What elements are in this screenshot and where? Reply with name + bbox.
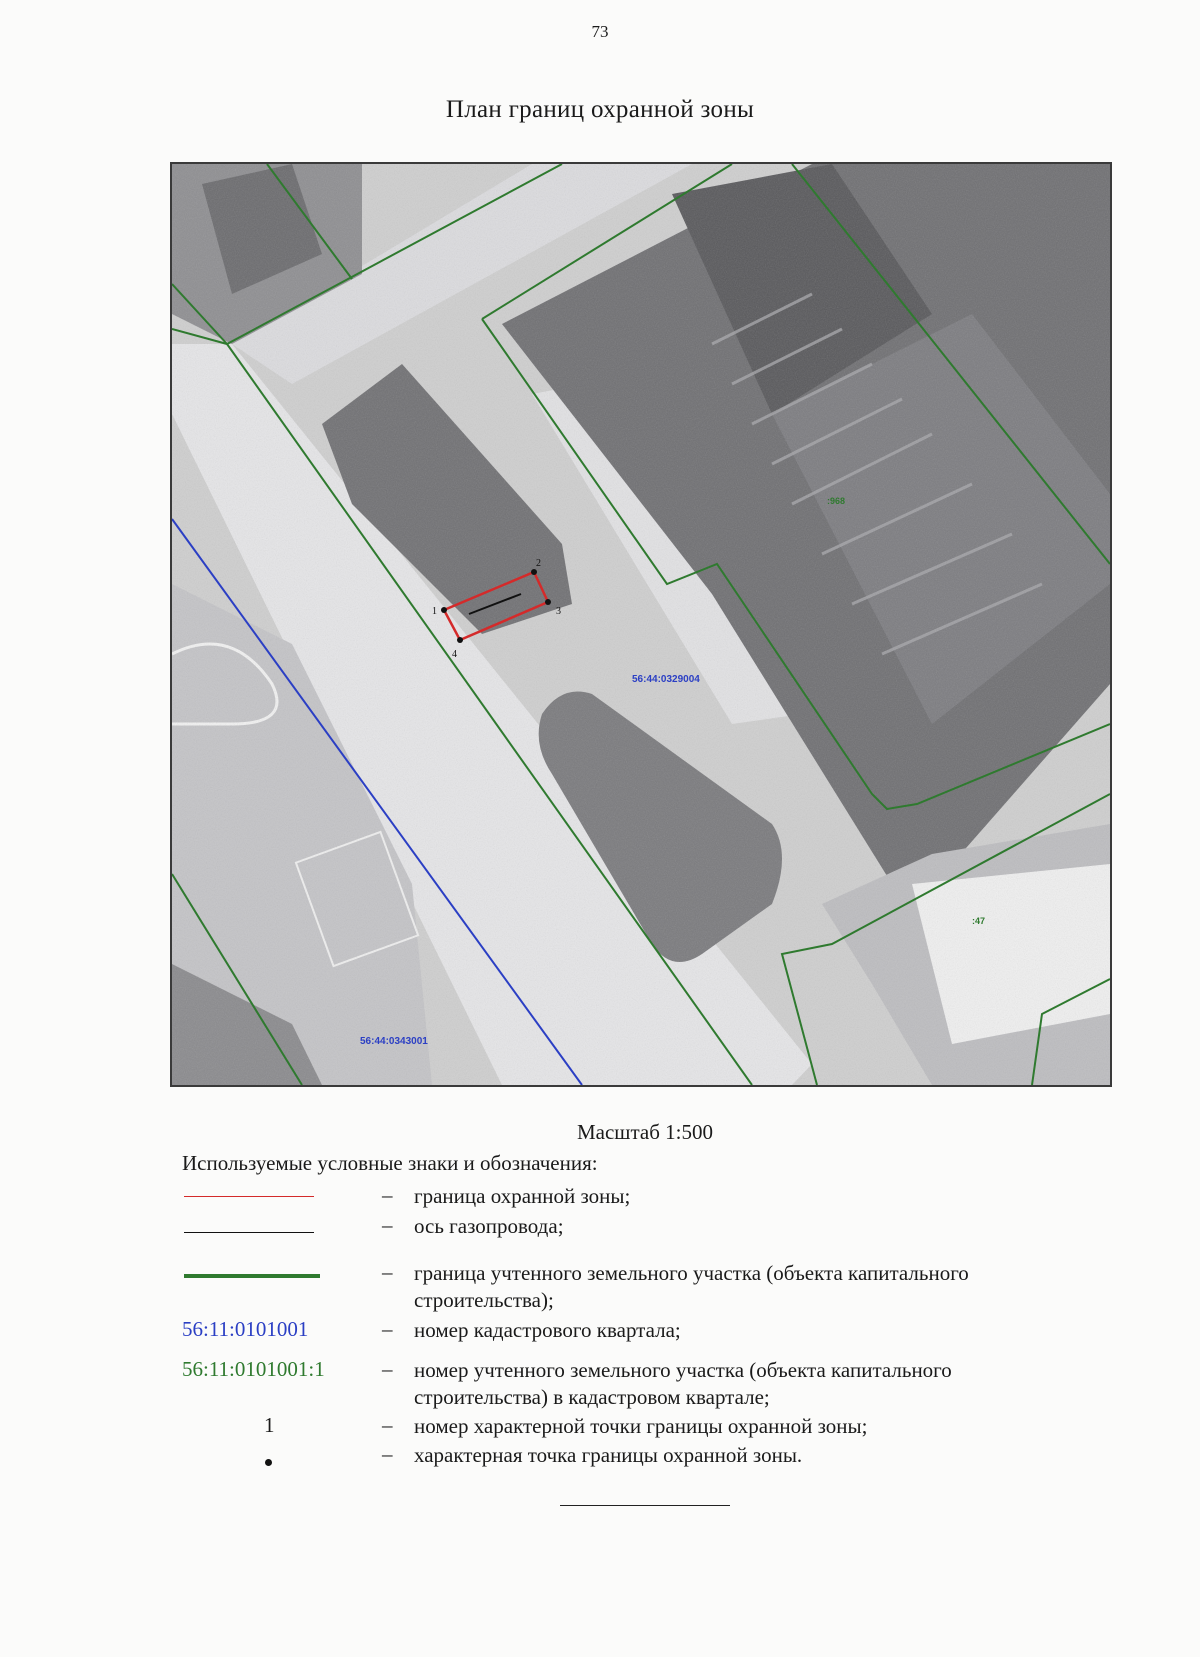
legend-desc: ось газопровода; xyxy=(414,1214,564,1238)
legend-item-point xyxy=(182,1442,1082,1472)
parcel-label-968: :968 xyxy=(827,496,846,506)
zone-point-4 xyxy=(457,637,463,643)
page-title: План границ охранной зоны xyxy=(445,96,755,123)
legend-dash: – xyxy=(382,1413,393,1437)
legend-item-point-number xyxy=(182,1413,1082,1443)
legend-dash: – xyxy=(382,1317,393,1341)
parcel-code-sample: 56:11:0101001:1 xyxy=(182,1357,325,1381)
point-number-sample: 1 xyxy=(264,1413,275,1437)
legend-dash: – xyxy=(382,1183,393,1207)
dot-symbol xyxy=(265,1459,272,1466)
legend-title: Используемые условные знаки и обозначения: xyxy=(182,1151,598,1175)
legend-dash: – xyxy=(382,1442,393,1466)
point-label-1: 1 xyxy=(432,606,437,617)
red-line-symbol xyxy=(184,1196,314,1197)
green-line-symbol xyxy=(184,1274,320,1278)
legend-item-zone-boundary xyxy=(182,1183,1082,1213)
legend-desc: граница учтенного земельного участка (объекта капитального строительства); xyxy=(414,1261,969,1312)
legend-desc: номер учтенного земельного участка (объекта капитального строительства) в кадастровом квартале; xyxy=(414,1358,952,1409)
point-label-3: 3 xyxy=(556,606,561,617)
legend-item-quarter-number xyxy=(182,1317,1082,1347)
legend-dash: – xyxy=(382,1357,393,1381)
page-number: 73 xyxy=(591,22,609,41)
photo-grain xyxy=(172,164,1110,1085)
zone-point-3 xyxy=(545,599,551,605)
point-label-2: 2 xyxy=(536,558,541,569)
legend-symbol xyxy=(182,1213,352,1243)
legend-desc: номер характерной точки границы охранной зоны; xyxy=(414,1414,868,1438)
legend-dash: – xyxy=(382,1213,393,1237)
point-label-4: 4 xyxy=(452,649,457,660)
footer-rule xyxy=(560,1505,730,1506)
legend-symbol xyxy=(182,1260,352,1290)
quarter-label-bottom: 56:44:0343001 xyxy=(360,1036,428,1047)
aerial-map xyxy=(170,162,1112,1087)
legend-item-parcel-boundary xyxy=(182,1260,1082,1320)
legend-dash: – xyxy=(382,1260,393,1284)
quarter-code-sample: 56:11:0101001 xyxy=(182,1317,309,1341)
zone-point-2 xyxy=(531,569,537,575)
legend-symbol xyxy=(182,1183,352,1213)
map-scale: Масштаб 1:500 xyxy=(576,1120,713,1144)
legend-desc: номер кадастрового квартала; xyxy=(414,1318,681,1342)
parcel-label-47: :47 xyxy=(972,916,986,926)
legend-desc: граница охранной зоны; xyxy=(414,1184,631,1208)
zone-point-1 xyxy=(441,607,447,613)
legend-symbol xyxy=(182,1442,352,1472)
black-line-symbol xyxy=(184,1232,314,1233)
legend-item-gas-axis xyxy=(182,1213,1082,1243)
legend-desc: характерная точка границы охранной зоны. xyxy=(414,1443,803,1467)
quarter-label-center: 56:44:0329004 xyxy=(632,674,700,685)
legend-item-parcel-number xyxy=(182,1357,1082,1417)
